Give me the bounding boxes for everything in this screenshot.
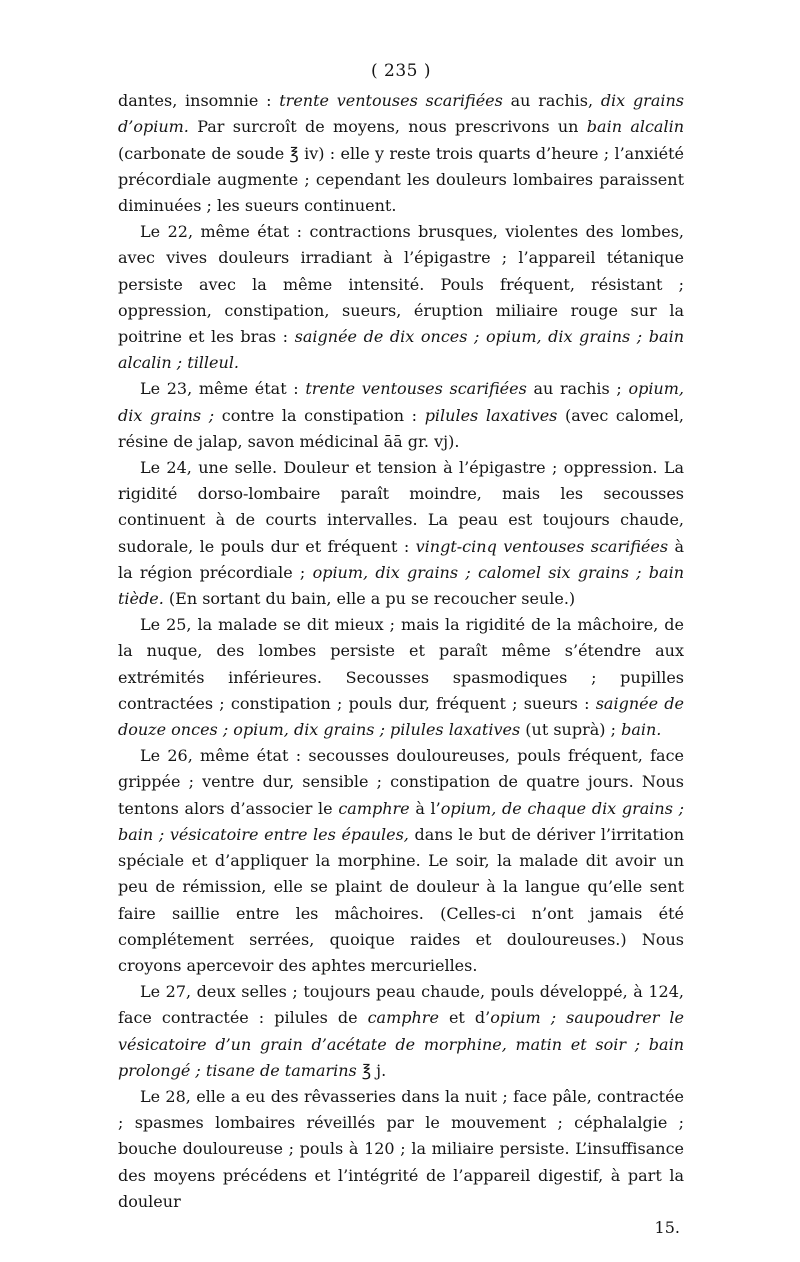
text-run: contre la constipation : [214, 405, 425, 425]
paragraph [118, 612, 684, 743]
text-run: à l’ [409, 798, 441, 818]
paragraph [118, 743, 684, 979]
text-run: Le 22, même état : contractions brusques, violentes des lombes, avec vives douleurs irradiant à l’épigastre ; l’appareil tétanique persiste avec la même intensité. Pouls fréquent, résistant ; oppression, constipation, sueurs, éruption miliaire rouge sur la poitrine et les bras : [118, 222, 684, 347]
text-run: (En sortant du bain, elle a pu se recoucher seule.) [163, 589, 576, 609]
text-run: Le 24, une selle. Douleur et tension à l’épigastre ; oppression. La rigidité dorso-lombaire paraît moindre, mais les secousses continuent à de courts intervalles. La peau est toujours chaude, sudorale, le pouls dur et fréquent : [118, 458, 684, 556]
book-page [118, 58, 684, 1241]
italic-text-run: bain alcalin [586, 117, 685, 137]
text-run: ℥ j. [356, 1060, 387, 1080]
text-run: Le 23, même état : [140, 379, 306, 399]
text-run: et d’ [438, 1008, 491, 1028]
italic-text-run: vingt-cinq ventouses scarifiées [415, 536, 669, 556]
paragraph [118, 88, 684, 219]
text-run: (avec calomel, résine de jalap, savon médicinal āā gr. vj). [118, 405, 684, 451]
paragraph [118, 455, 684, 612]
italic-text-run: saignée de dix onces ; opium, dix grains ; bain alcalin ; tilleul. [118, 327, 684, 373]
page-number: ( 235 ) [370, 61, 432, 81]
italic-text-run: camphre [367, 1008, 439, 1028]
italic-text-run: dix grains d’opium. [118, 91, 685, 137]
italic-text-run: opium, dix grains ; [118, 379, 684, 425]
text-run: dans le but de dériver l’irritation spéciale et d’appliquer la morphine. Le soir, la malade dit avoir un peu de rémission, elle se plaint de douleur à la langue qu’elle sent faire saillie entre les mâchoires. (Celles-ci n’ont jamais été complétement serrées, quoique raides et douloureuses.) Nous croyons apercevoir des aphtes mercurielles. [118, 824, 685, 975]
paragraph [118, 979, 684, 1084]
signature-mark: 15. [654, 1217, 680, 1237]
text-run: au rachis ; [526, 379, 629, 399]
text-run: à la région précordiale ; [118, 536, 685, 582]
text-run: Le 26, même état : secousses douloureuses, pouls fréquent, face grippée ; ventre dur, sensible ; constipation de quatre jours. Nous tentons alors d’associer le [118, 746, 684, 818]
italic-text-run: opium, dix grains ; calomel six grains ; bain tiède. [118, 562, 684, 609]
paragraph [118, 1084, 684, 1215]
text-run: (ut suprà) ; [520, 720, 622, 740]
italic-text-run: opium ; saupoudrer le vésicatoire d’un grain d’acétate de morphine, matin et soir ; bain prolongé ; tisane de tamarins [118, 1008, 684, 1080]
paragraph [118, 376, 684, 455]
italic-text-run: camphre [338, 798, 410, 818]
italic-text-run: pilules laxatives [424, 405, 558, 425]
italic-text-run: opium, de chaque dix grains ; bain ; vésicatoire entre les épaules, [118, 798, 684, 844]
italic-text-run: bain. [621, 720, 662, 740]
text-run: Par surcroît de moyens, nous prescrivons un [188, 117, 587, 137]
text-run: Le 28, elle a eu des rêvasseries dans la nuit ; face pâle, contractée ; spasmes lombaires réveillés par le mouvement ; céphalalgie ; bouche douloureuse ; pouls à 120 ; la miliaire persiste. L’insuffisance des moyens précédens et l’intégrité de l’appareil digestif, à part la douleur [118, 1086, 684, 1211]
text-run: Le 25, la malade se dit mieux ; mais la rigidité de la mâchoire, de la nuque, des lombes persiste et paraît même s’étendre aux extrémités inférieures. Secousses spasmodiques ; pupilles contractées ; constipation ; pouls dur, fréquent ; sueurs : [118, 615, 684, 713]
italic-text-run: trente ventouses scarifiées [279, 91, 503, 111]
italic-text-run: saignée de douze onces ; opium, dix grains ; pilules laxatives [118, 693, 684, 740]
italic-text-run: trente ventouses scarifiées [305, 379, 527, 399]
text-run: (carbonate de soude ℥ iv) : elle y reste trois quarts d’heure ; l’anxiété précordiale augmente ; cependant les douleurs lombaires paraissent diminuées ; les sueurs continuent. [118, 143, 684, 216]
text-run: Le 27, deux selles ; toujours peau chaude, pouls développé, à 124, face contractée : pilules de [118, 982, 684, 1028]
text-run: au rachis, [502, 91, 601, 111]
paragraph [118, 219, 684, 376]
text-run: dantes, insomnie : [118, 91, 280, 111]
